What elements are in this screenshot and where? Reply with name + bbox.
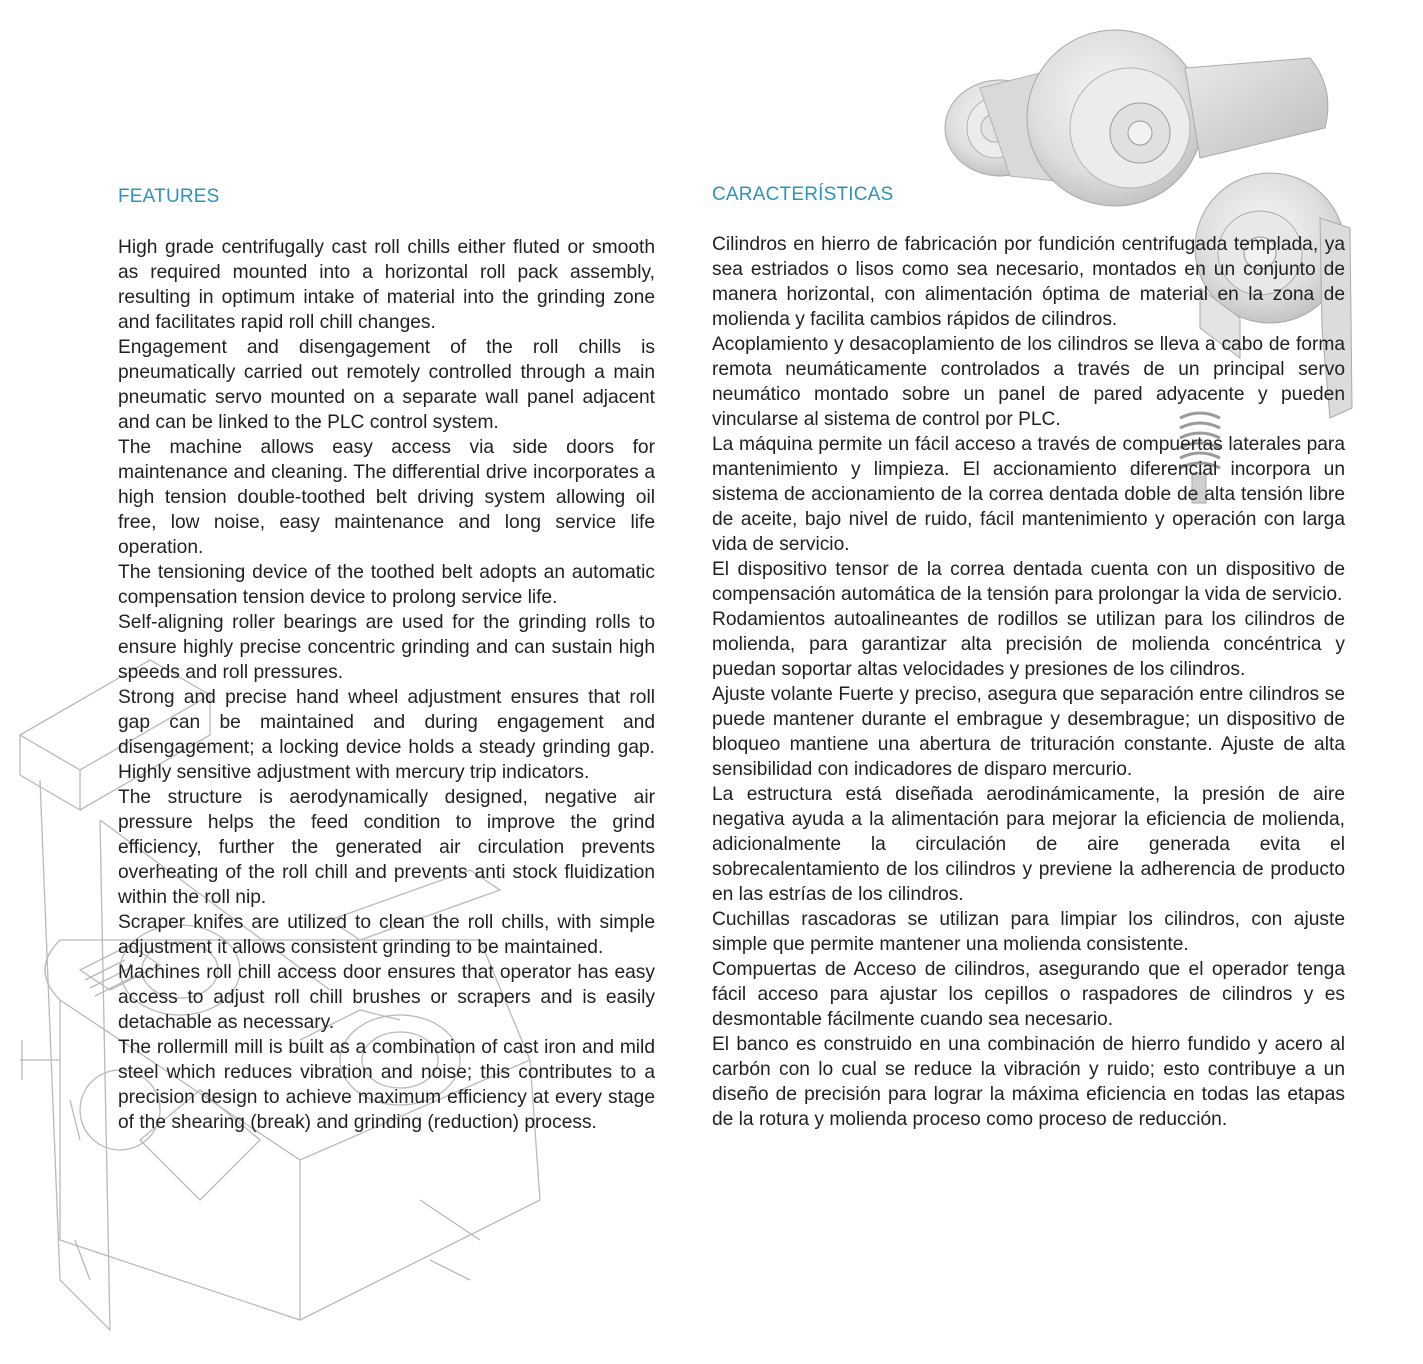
feature-paragraph: Cuchillas rascadoras se utilizan para limpiar los cilindros, con ajuste simple que permite mantener una molienda consistente. <box>712 909 1345 955</box>
features-heading: FEATURES <box>118 186 220 207</box>
feature-paragraph: Compuertas de Acceso de cilindros, asegurando que el operador tenga fácil acceso para ajustar los cepillos o raspadores de cilindros y es desmontable fácilmente cuando sea necesario. <box>712 959 1345 1030</box>
feature-paragraph: Rodamientos autoalineantes de rodillos se utilizan para los cilindros de molienda, para garantizar alta precisión de molienda concéntrica y puedan soportar altas velocidades y presiones de los cilindros. <box>712 609 1345 680</box>
feature-paragraph: El dispositivo tensor de la correa dentada cuenta con un dispositivo de compensación automática de la tensión para prolongar la vida de servicio. <box>712 559 1345 605</box>
caracteristicas-heading: CARACTERÍSTICAS <box>712 184 894 205</box>
feature-paragraph: Strong and precise hand wheel adjustment ensures that roll gap can be maintained and during engagement and disengagement; a locking device holds a steady grinding gap. Highly sensitive adjustment with mercury trip indicators. <box>118 687 655 783</box>
feature-paragraph: Machines roll chill access door ensures that operator has easy access to adjust roll chill brushes or scrapers and is easily detachable as necessary. <box>118 962 655 1033</box>
features-body <box>118 235 655 1135</box>
feature-paragraph: Cilindros en hierro de fabricación por fundición centrifugada templada, ya sea estriados o lisos como sea necesario, montados en un conjunto de manera horizontal, con alimentación óptima de material en la zona de molienda y facilita cambios rápidos de cilindros. <box>712 234 1345 330</box>
feature-paragraph: La estructura está diseñada aerodinámicamente, la presión de aire negativa ayuda a la alimentación para mejorar la eficiencia de molienda, adicionalmente la circulación de aire generada evita el sobrecalentamiento de los cilindros y previene la adherencia de producto en las estrías de los cilindros. <box>712 784 1345 905</box>
feature-paragraph: High grade centrifugally cast roll chills either fluted or smooth as required mounted into a horizontal roll pack assembly, resulting in optimum intake of material into the grinding zone and facilitates rapid roll chill changes. <box>118 237 655 333</box>
feature-paragraph: Engagement and disengagement of the roll chills is pneumatically carried out remotely controlled through a main pneumatic servo mounted on a separate wall panel adjacent and can be linked to the PLC control system. <box>118 337 655 433</box>
caracteristicas-body <box>712 232 1345 1132</box>
feature-paragraph: Ajuste volante Fuerte y preciso, asegura que separación entre cilindros se puede mantener durante el embrague y desembrague; un dispositivo de bloqueo mantiene una abertura de trituración constante. Ajuste de alta sensibilidad con indicadores de disparo mercurio. <box>712 684 1345 780</box>
feature-paragraph: Acoplamiento y desacoplamiento de los cilindros se lleva a cabo de forma remota neumáticamente controlados a través de un principal servo neumático montado sobre un panel de pared adyacente y pueden vincularse al sistema de control por PLC. <box>712 334 1345 430</box>
feature-paragraph: The rollermill mill is built as a combination of cast iron and mild steel which reduces vibration and noise; this contributes to a precision design to achieve maximum efficiency at every stage of the shearing (break) and grinding (reduction) process. <box>118 1037 655 1133</box>
feature-paragraph: The structure is aerodynamically designed, negative air pressure helps the feed condition to improve the grind efficiency, further the generated air circulation prevents overheating of the roll chill and prevents anti stock fluidization within the roll nip. <box>118 787 655 908</box>
feature-paragraph: Scraper knifes are utilized to clean the roll chills, with simple adjustment it allows consistent grinding to be maintained. <box>118 912 655 958</box>
feature-paragraph: El banco es construido en una combinación de hierro fundido y acero al carbón con lo cual se reduce la vibración y ruido; esto contribuye a un diseño de precisión para lograr la máxima eficiencia en todas las etapas de la rotura y molienda proceso como proceso de reducción. <box>712 1034 1345 1130</box>
feature-paragraph: Self-aligning roller bearings are used for the grinding rolls to ensure highly precise concentric grinding and can sustain high speeds and roll pressures. <box>118 612 655 683</box>
feature-paragraph: La máquina permite un fácil acceso a través de compuertas laterales para mantenimiento y limpieza. El accionamiento diferencial incorpora un sistema de accionamiento de la correa dentada doble de alta tensión libre de aceite, bajo nivel de ruido, fácil mantenimiento y operación con larga vida de servicio. <box>712 434 1345 555</box>
feature-paragraph: The tensioning device of the toothed belt adopts an automatic compensation tension device to prolong service life. <box>118 562 655 608</box>
feature-paragraph: The machine allows easy access via side doors for maintenance and cleaning. The differential drive incorporates a high tension double-toothed belt driving system allowing oil free, low noise, easy maintenance and long service life operation. <box>118 437 655 558</box>
